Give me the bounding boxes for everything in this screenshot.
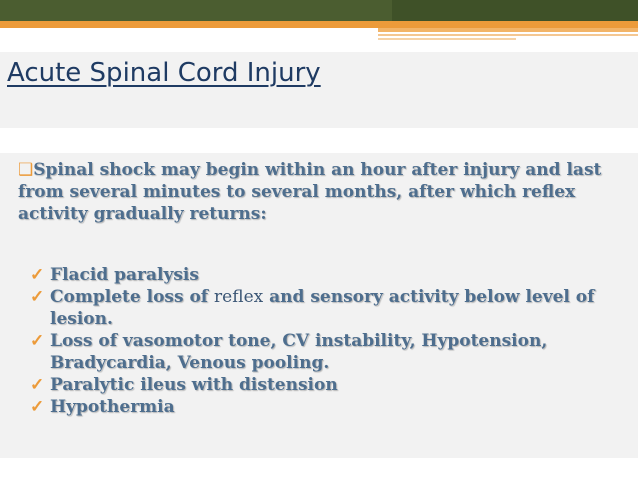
orange-accent-stripe bbox=[378, 28, 638, 32]
decorative-line bbox=[378, 34, 638, 36]
list-item bbox=[30, 330, 630, 374]
decorative-line-short bbox=[378, 38, 516, 40]
orange-accent-bar bbox=[0, 21, 638, 28]
check-icon: ✓ bbox=[30, 375, 45, 395]
check-icon: ✓ bbox=[30, 265, 45, 285]
check-icon: ✓ bbox=[30, 397, 45, 417]
intro-paragraph bbox=[18, 159, 618, 225]
checklist bbox=[30, 264, 630, 418]
check-icon: ✓ bbox=[30, 287, 45, 307]
list-item-text: Flacid paralysis bbox=[50, 265, 199, 285]
list-item bbox=[30, 396, 630, 418]
list-item-plain-word: reflex bbox=[214, 287, 264, 307]
list-item-text-continued: and sensory activity below level of lesion. bbox=[50, 287, 595, 329]
check-icon: ✓ bbox=[30, 331, 45, 351]
list-item bbox=[30, 264, 630, 286]
intro-text: Spinal shock may begin within an hour after injury and last from several minutes to several months, after which reflex activity gradually returns: bbox=[18, 160, 602, 224]
list-item-text: Loss of vasomotor tone, CV instability, Hypotension, Bradycardia, Venous pooling. bbox=[50, 331, 548, 373]
square-bullet-icon: ❑ bbox=[18, 160, 34, 180]
list-item-text: Paralytic ileus with distension bbox=[50, 375, 338, 395]
top-green-bar-accent bbox=[392, 0, 638, 21]
list-item bbox=[30, 374, 630, 396]
list-item-text: Complete loss of bbox=[50, 287, 215, 307]
list-item-text: Hypothermia bbox=[50, 397, 175, 417]
slide-title: Acute Spinal Cord Injury bbox=[7, 58, 321, 88]
list-item bbox=[30, 286, 630, 330]
